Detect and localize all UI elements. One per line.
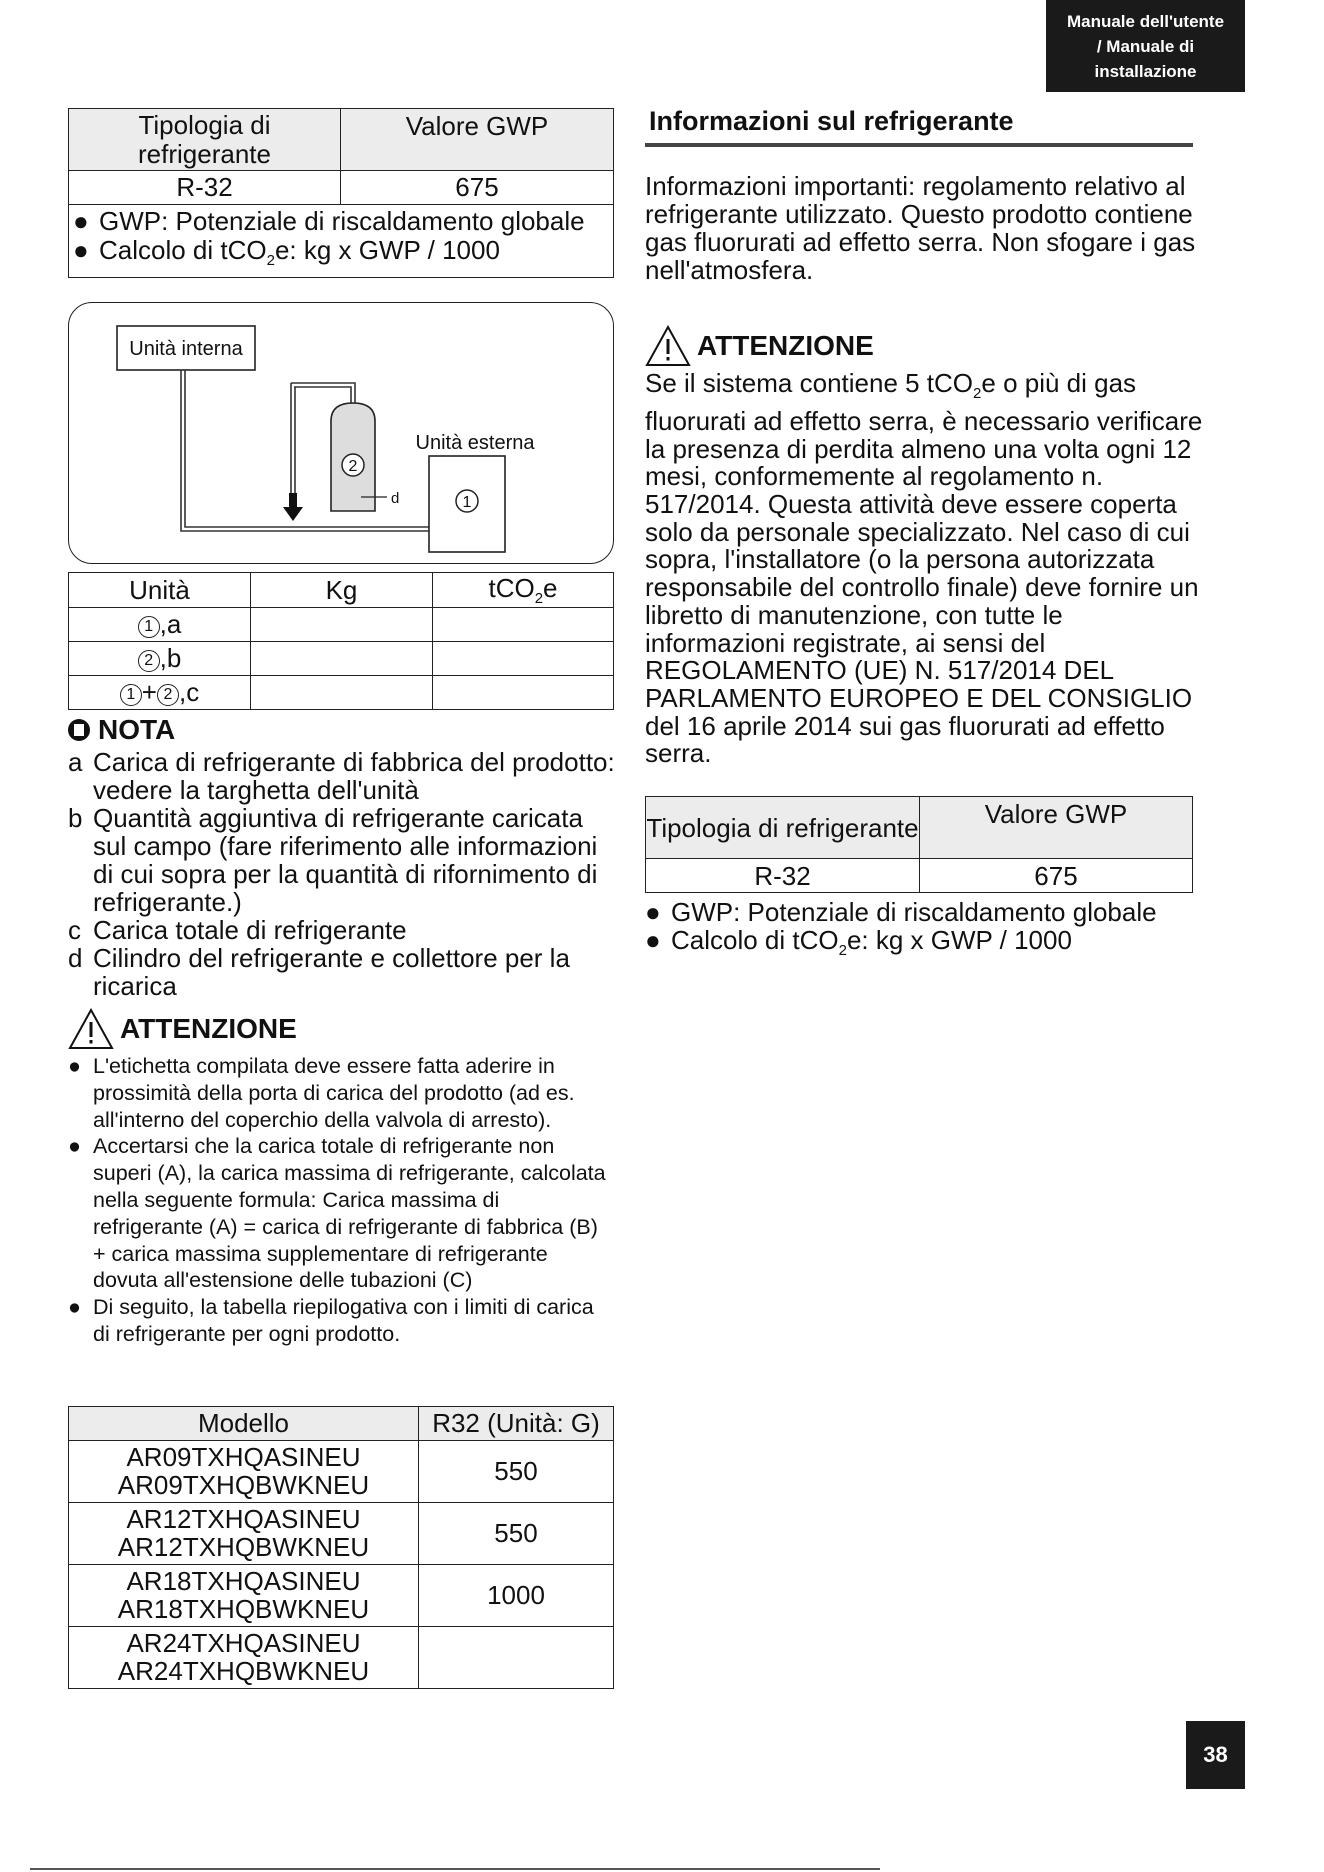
indoor-unit-label: Unità interna bbox=[129, 338, 243, 360]
mark-1: 1 bbox=[462, 494, 472, 511]
gwp-right-col-type: Tipologia di refrigerante bbox=[646, 797, 920, 859]
unit-col-kg: Kg bbox=[251, 573, 433, 608]
table-row: AR12TXHQASINEU AR12TXHQBWKNEU 550 bbox=[69, 1502, 614, 1564]
gwp-right-note-1: GWP: Potenziale di riscaldamento globale bbox=[671, 897, 1157, 927]
gwp-col-value: Valore GWP bbox=[341, 109, 614, 171]
attention-left-item: ● L'etichetta compilata deve essere fatta aderire in prossimità della porta di carica del prodotto (ad es. all'interno del coperchio della valvola di arresto). bbox=[68, 1054, 575, 1132]
attention-left-title: ATTENZIONE bbox=[68, 1008, 297, 1050]
header-line-1: Manuale dell'utente bbox=[1066, 12, 1225, 31]
gwp-right-value: 675 bbox=[920, 859, 1193, 893]
unit-col-tco2e: tCO$_2$e bbox=[433, 573, 614, 608]
diagram-svg bbox=[69, 303, 615, 565]
refrigerant-diagram bbox=[68, 302, 614, 564]
manual-header-tab bbox=[1046, 0, 1245, 92]
table-row: AR18TXHQASINEU AR18TXHQBWKNEU 1000 bbox=[69, 1564, 614, 1626]
section-divider bbox=[645, 143, 1193, 147]
attention-right-text: Se il sistema contiene 5 tCO$_2$e o più di gas fluorurati ad effetto serra, è necessario verificare la presenza di perdita almeno una volta ogni 12 mesi, conformemente al regolamento n. 517/2014. Questa attività deve essere coperta solo da personale specializzato. Nel caso di cui sopra, l'installatore (o la persona autorizzata responsabile del controllo finale) deve fornire un libretto di manutenzione, con tutte le informazioni registrate, ai sensi del REGOLAMENTO (UE) N. 517/2014 DEL PARLAMENTO EUROPEO E DEL CONSIGLIO del 16 aprile 2014 sui gas fluorurati ad effetto serra. bbox=[645, 368, 1203, 769]
warning-icon bbox=[645, 325, 691, 367]
gwp-table-left bbox=[68, 108, 614, 278]
gwp-value: 675 bbox=[341, 171, 614, 205]
attention-left-list bbox=[68, 1053, 608, 1348]
mark-d: d bbox=[391, 490, 400, 507]
attention-left-item: ● Di seguito, la tabella riepilogativa con i limiti di carica di refrigerante per ogni prodotto. bbox=[68, 1295, 594, 1346]
nota-list bbox=[68, 748, 618, 1000]
gwp-right-refrigerant: R-32 bbox=[646, 859, 920, 893]
arrow-down-icon bbox=[283, 507, 303, 521]
gwp-right-col-value: Valore GWP bbox=[920, 797, 1193, 859]
table-row: AR24TXHQASINEU AR24TXHQBWKNEU bbox=[69, 1626, 614, 1688]
unit-table bbox=[68, 572, 614, 710]
model-table bbox=[68, 1406, 614, 1689]
gwp-table-right bbox=[645, 796, 1193, 893]
nota-item-d: d Cilindro del refrigerante e collettore per la ricarica bbox=[68, 943, 570, 1001]
nota-title: NOTA bbox=[68, 714, 175, 746]
gwp-note-1: GWP: Potenziale di riscaldamento globale bbox=[99, 206, 585, 236]
header-line-2: / Manuale di bbox=[1096, 37, 1195, 56]
gwp-col-type: Tipologia di refrigerante bbox=[69, 109, 341, 171]
attention-left-item: ● Accertarsi che la carica totale di refrigerante non superi (A), la carica massima di refrigerante, calcolata nella seguente formula: Carica massima di refrigerante (A) = carica di refrigerante di fabbrica (B) + carica massima supplementare di refrigerante dovuta all'estensione delle tubazioni (C) bbox=[68, 1134, 606, 1293]
section-title: Informazioni sul refrigerante bbox=[649, 106, 1014, 136]
unit-row-a: 1 ,a bbox=[69, 608, 614, 642]
unit-row-b: 2 ,b bbox=[69, 642, 614, 676]
model-col-r32: R32 (Unità: G) bbox=[419, 1407, 614, 1441]
mark-2: 2 bbox=[348, 458, 358, 475]
note-icon bbox=[68, 719, 90, 741]
nota-item-b: b Quantità aggiuntiva di refrigerante caricata sul campo (fare riferimento alle informazioni di cui sopra per la quantità di rifornimento di refrigerante.) bbox=[68, 803, 598, 917]
table-row: AR09TXHQASINEU AR09TXHQBWKNEU 550 bbox=[69, 1440, 614, 1502]
page-number: 38 bbox=[1186, 1721, 1245, 1789]
warning-icon bbox=[68, 1008, 114, 1050]
unit-col-unit: Unità bbox=[69, 573, 251, 608]
nota-item-a: a Carica di refrigerante di fabbrica del prodotto: vedere la targhetta dell'unità bbox=[68, 747, 615, 805]
model-col-model: Modello bbox=[69, 1407, 419, 1441]
footer-rule bbox=[30, 1868, 880, 1870]
attention-right-title: ATTENZIONE bbox=[645, 325, 874, 367]
nota-item-c: c Carica totale di refrigerante bbox=[68, 915, 407, 945]
gwp-right-note-2: Calcolo di tCO$_2$e: kg x GWP / 1000 bbox=[671, 925, 1072, 960]
unit-row-c: 1 + 2 ,c bbox=[69, 676, 614, 710]
header-line-3: installazione bbox=[1094, 62, 1197, 81]
outdoor-unit-label: Unità esterna bbox=[415, 432, 535, 454]
refrigerant-intro: Informazioni importanti: regolamento relativo al refrigerante utilizzato. Questo prodotto contiene gas fluorurati ad effetto serra. Non sfogare i gas nell'atmosfera. bbox=[645, 171, 1196, 285]
gwp-right-notes: ● GWP: Potenziale di riscaldamento globale ● Calcolo di tCO$_2$e: kg x GWP / 1000 bbox=[645, 898, 1205, 965]
gwp-refrigerant: R-32 bbox=[69, 171, 341, 205]
gwp-notes: ● GWP: Potenziale di riscaldamento globale ● Calcolo di tCO$_2$e: kg x GWP / 1000 bbox=[69, 205, 614, 278]
gwp-note-2: Calcolo di tCO$_2$e: kg x GWP / 1000 bbox=[99, 235, 500, 270]
